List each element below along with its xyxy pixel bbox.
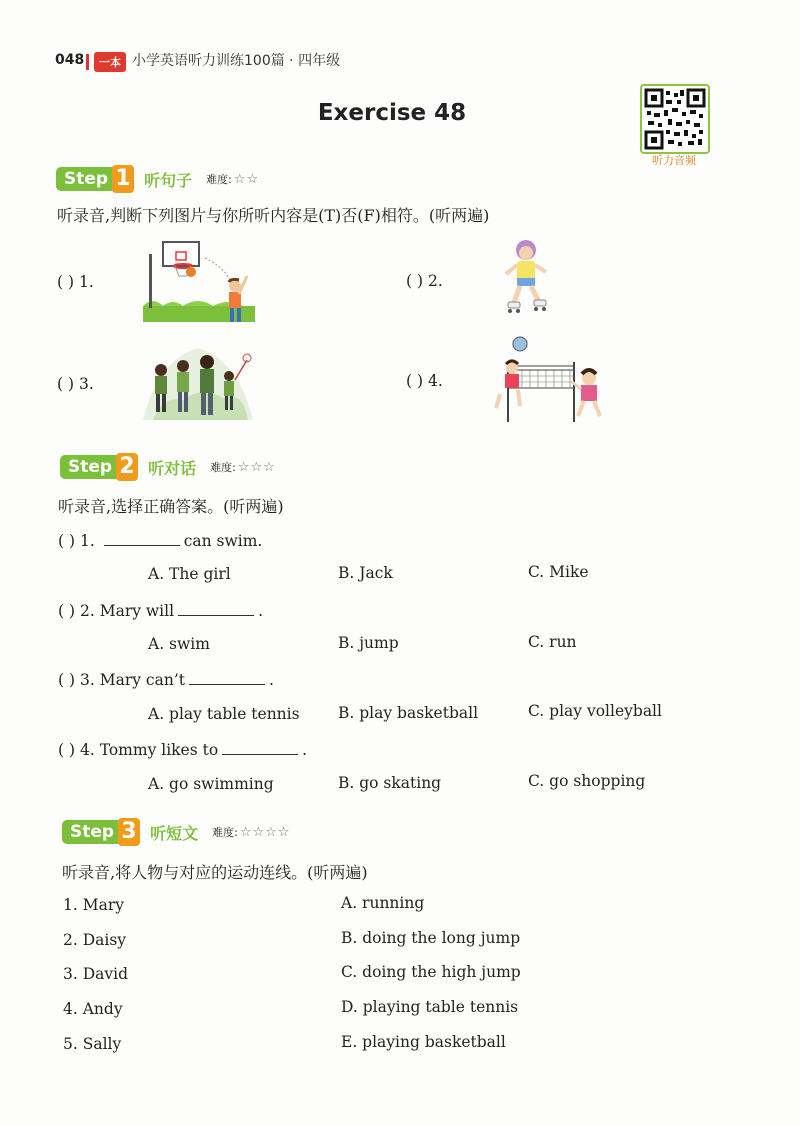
section-title: 听句子 bbox=[144, 170, 193, 190]
step1-item-1 bbox=[57, 273, 94, 291]
question-number: 4. bbox=[79, 741, 95, 759]
person-item[interactable]: 4. Andy bbox=[63, 1000, 123, 1018]
option-a[interactable]: A. The girl bbox=[148, 565, 231, 583]
person-item[interactable]: 2. Daisy bbox=[63, 931, 127, 949]
step3-badge bbox=[62, 818, 290, 846]
sport-item[interactable]: B. doing the long jump bbox=[341, 929, 521, 947]
option-b[interactable]: B. play basketball bbox=[338, 704, 479, 722]
book-title: 小学英语听力训练100篇 · 四年级 bbox=[132, 53, 341, 69]
option-a[interactable]: A. swim bbox=[148, 635, 210, 653]
sport-item[interactable]: C. doing the high jump bbox=[341, 963, 521, 981]
question-stem-post: . bbox=[302, 741, 308, 759]
difficulty-stars: ☆☆☆ bbox=[237, 459, 276, 475]
step-label: Step bbox=[62, 820, 120, 844]
step-number: 1 bbox=[112, 165, 134, 193]
question-1 bbox=[58, 531, 262, 550]
difficulty-label: 难度: bbox=[210, 461, 236, 474]
question-stem-pre: Mary can’t bbox=[99, 671, 185, 689]
answer-paren[interactable]: ( ) bbox=[406, 272, 424, 290]
option-a[interactable]: A. play table tennis bbox=[148, 705, 300, 723]
publisher-logo: 一本 bbox=[94, 52, 126, 72]
volleyball-game-image bbox=[492, 334, 610, 424]
qr-code-icon[interactable] bbox=[640, 84, 710, 154]
difficulty-label: 难度: bbox=[206, 173, 232, 186]
difficulty-label: 难度: bbox=[212, 826, 238, 839]
step2-badge bbox=[60, 453, 276, 481]
answer-paren[interactable]: ( ) bbox=[58, 532, 76, 550]
exercise-title: Exercise 48 bbox=[317, 100, 467, 126]
answer-paren[interactable]: ( ) bbox=[58, 602, 76, 620]
answer-blank[interactable] bbox=[189, 670, 265, 685]
answer-blank[interactable] bbox=[178, 601, 254, 616]
question-stem-post: . bbox=[258, 602, 263, 620]
item-number: 4. bbox=[427, 372, 443, 390]
skating-girl-image bbox=[496, 238, 556, 318]
step2-instruction: 听录音,选择正确答案。(听两遍) bbox=[58, 497, 284, 516]
step3-instruction: 听录音,将人物与对应的运动连线。(听两遍) bbox=[62, 863, 368, 882]
hiking-family-image bbox=[143, 340, 253, 422]
option-c[interactable]: C. go shopping bbox=[528, 772, 646, 790]
option-c[interactable]: C. play volleyball bbox=[528, 702, 662, 720]
answer-paren[interactable]: ( ) bbox=[57, 273, 75, 291]
answer-paren[interactable]: ( ) bbox=[406, 372, 424, 390]
answer-paren[interactable]: ( ) bbox=[58, 671, 76, 689]
person-item[interactable]: 5. Sally bbox=[63, 1035, 122, 1053]
option-b[interactable]: B. Jack bbox=[338, 564, 393, 582]
step1-item-3 bbox=[57, 375, 94, 393]
basketball-shot-image bbox=[143, 236, 255, 324]
section-title: 听对话 bbox=[148, 458, 197, 478]
answer-paren[interactable]: ( ) bbox=[57, 375, 75, 393]
question-number: 3. bbox=[79, 671, 95, 689]
question-3 bbox=[58, 670, 274, 689]
step1-instruction: 听录音,判断下列图片与你所听内容是(T)否(F)相符。(听两遍) bbox=[57, 206, 490, 225]
header-divider bbox=[86, 54, 89, 70]
option-c[interactable]: C. Mike bbox=[528, 563, 589, 581]
question-stem-post: . bbox=[268, 671, 274, 689]
question-stem-pre: Mary will bbox=[99, 602, 175, 620]
question-stem-pre: Tommy likes to bbox=[99, 741, 219, 759]
option-b[interactable]: B. go skating bbox=[338, 774, 442, 792]
question-number: 2. bbox=[79, 602, 95, 620]
sport-item[interactable]: E. playing basketball bbox=[341, 1033, 506, 1051]
step1-item-4 bbox=[406, 372, 443, 390]
section-title: 听短文 bbox=[150, 823, 199, 843]
step1-badge bbox=[56, 165, 259, 193]
step1-item-2 bbox=[406, 272, 443, 290]
option-c[interactable]: C. run bbox=[528, 633, 577, 651]
question-stem-post: can swim. bbox=[183, 532, 263, 550]
sport-item[interactable]: A. running bbox=[341, 894, 425, 912]
difficulty-stars: ☆☆☆☆ bbox=[239, 824, 291, 840]
step-label: Step bbox=[56, 167, 114, 191]
step-label: Step bbox=[60, 455, 118, 479]
qr-label: 听力音频 bbox=[652, 154, 696, 167]
answer-blank[interactable] bbox=[222, 740, 298, 755]
difficulty-stars: ☆☆ bbox=[233, 171, 260, 187]
question-2 bbox=[58, 601, 263, 620]
answer-paren[interactable]: ( ) bbox=[58, 741, 76, 759]
option-b[interactable]: B. jump bbox=[338, 634, 399, 652]
item-number: 2. bbox=[427, 272, 443, 290]
person-item[interactable]: 1. Mary bbox=[63, 896, 124, 914]
answer-blank[interactable] bbox=[104, 531, 180, 546]
question-4 bbox=[58, 740, 307, 759]
step-number: 2 bbox=[116, 453, 138, 481]
page-number: 048 bbox=[55, 52, 85, 68]
step-number: 3 bbox=[118, 818, 140, 846]
sport-item[interactable]: D. playing table tennis bbox=[341, 998, 519, 1016]
option-a[interactable]: A. go swimming bbox=[148, 775, 274, 793]
item-number: 3. bbox=[78, 375, 94, 393]
item-number: 1. bbox=[78, 273, 94, 291]
person-item[interactable]: 3. David bbox=[63, 965, 129, 983]
question-number: 1. bbox=[79, 532, 95, 550]
